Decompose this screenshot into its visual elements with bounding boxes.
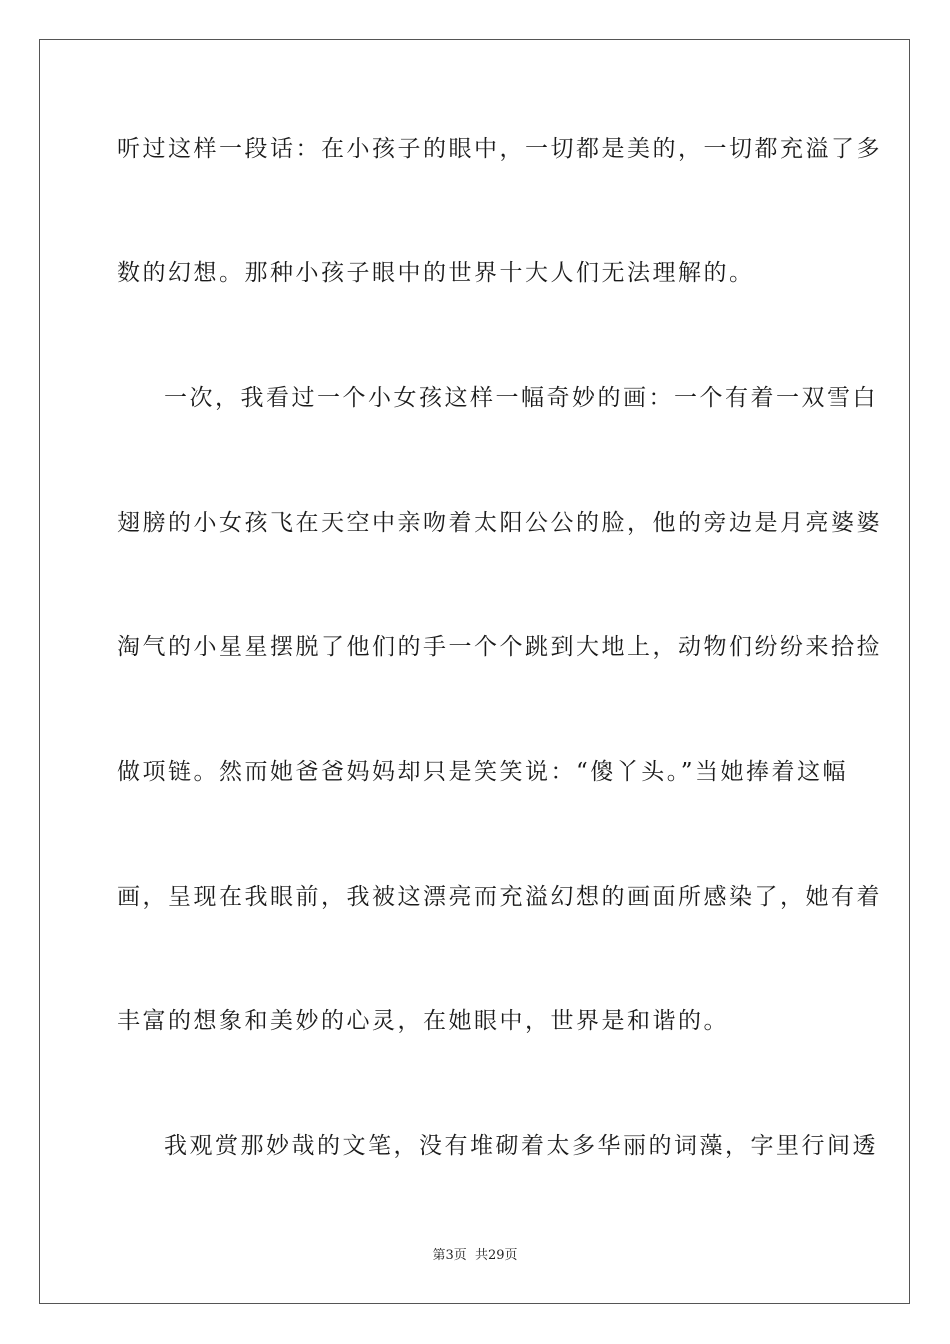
text-line-7: 画，呈现在我眼前，我被这漂亮而充溢幻想的画面所感染了，她有着 [117,884,882,910]
text-line-1: 听过这样一段话：在小孩子的眼中，一切都是美的，一切都充溢了多 [117,136,882,162]
text-line-2: 数的幻想。那种小孩子眼中的世界十大人们无法理解的。 [117,260,755,286]
text-line-6: 做项链。然而她爸爸妈妈却只是笑笑说：“傻丫头。”当她捧着这幅 [117,759,849,785]
page-number-current: 第3页 [432,1248,467,1263]
text-line-8: 丰富的想象和美妙的心灵，在她眼中，世界是和谐的。 [117,1008,729,1034]
text-line-3: 一次，我看过一个小女孩这样一幅奇妙的画：一个有着一双雪白 [164,385,878,411]
page-border [39,39,910,1304]
page-number-total: 共29页 [474,1248,518,1263]
text-line-9: 我观赏那妙哉的文笔，没有堆砌着太多华丽的词藻，字里行间透 [164,1133,878,1159]
page-footer [0,1248,950,1264]
text-line-5: 淘气的小星星摆脱了他们的手一个个跳到大地上，动物们纷纷来拾捡 [117,634,882,660]
text-line-4: 翅膀的小女孩飞在天空中亲吻着太阳公公的脸，他的旁边是月亮婆婆 [117,510,882,536]
